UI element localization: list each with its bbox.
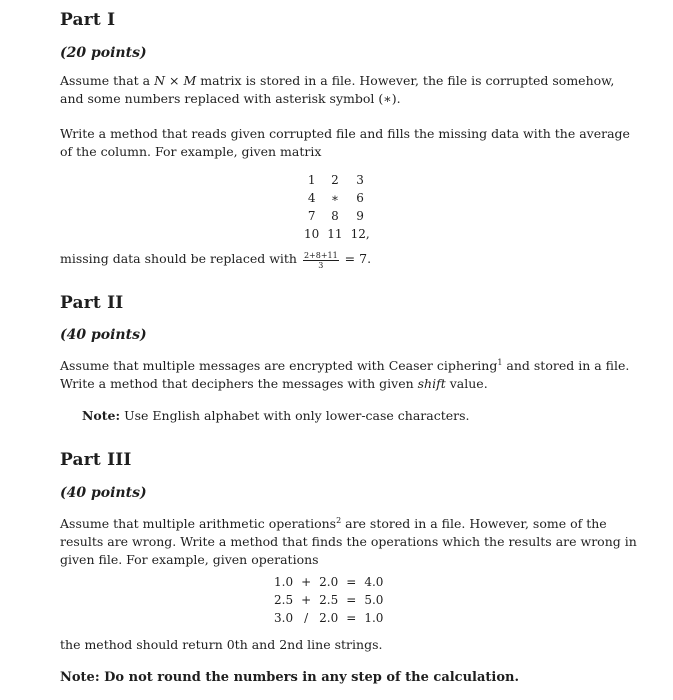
matrix-cell: 7 xyxy=(307,209,316,223)
part1-task xyxy=(60,125,630,161)
operation-cell: 1.0 xyxy=(274,575,294,589)
part2-line2-b: value. xyxy=(445,376,488,392)
part2-note xyxy=(82,408,470,423)
part3-line1-b: are stored in a file. However, some of the xyxy=(341,516,607,532)
part3-line2: results are wrong. Write a method that finds the operations which the results are wrong in xyxy=(60,534,637,550)
matrix-cell: 10 xyxy=(304,227,320,241)
matrix-cell: 11 xyxy=(327,227,343,241)
example-operations xyxy=(270,573,387,627)
operation-cell: 2.0 xyxy=(319,575,339,589)
part2-body xyxy=(60,354,630,393)
example-matrix xyxy=(300,171,374,243)
part1-result-suffix: = 7. xyxy=(340,251,372,266)
part3-line3: given file. For example, given operations xyxy=(60,552,319,568)
operation-cell: = xyxy=(346,593,357,607)
matrix-row xyxy=(300,171,374,189)
matrix-cell: 12, xyxy=(350,227,370,241)
operation-cell: 2.0 xyxy=(319,611,339,625)
part2-line2 xyxy=(60,375,625,393)
fraction-denominator: 3 xyxy=(318,261,324,270)
operation-cell: 2.5 xyxy=(319,593,339,607)
operation-cell: = xyxy=(346,575,357,589)
part1-points: (20 points) xyxy=(60,45,147,61)
part3-body xyxy=(60,512,637,569)
part2-note-text: Use English alphabet with only lower-case characters. xyxy=(120,408,470,423)
part2-points: (40 points) xyxy=(60,327,147,343)
operation-row xyxy=(270,573,387,591)
part3-result: the method should return 0th and 2nd line strings. xyxy=(60,637,383,652)
part2-line1 xyxy=(60,354,630,375)
part3-note: Note: Do not round the numbers in any step of the calculation. xyxy=(60,670,520,685)
operation-row xyxy=(270,609,387,627)
matrix-dimension: N × M xyxy=(154,73,197,88)
part2-title: Part II xyxy=(60,293,124,313)
part1-task-line1: Write a method that reads given corrupted file and fills the missing data with the average xyxy=(60,126,630,141)
footnote-1-marker: 1 xyxy=(497,358,503,367)
average-fraction xyxy=(303,251,339,270)
matrix-cell: 4 xyxy=(307,191,316,205)
part2-line1-a: Assume that multiple messages are encrypted with Ceaser ciphering xyxy=(60,358,498,374)
matrix-cell: ∗ xyxy=(330,191,339,205)
footnote-2-marker: 2 xyxy=(336,516,342,525)
part1-intro-line2: and some numbers replaced with asterisk symbol (∗). xyxy=(60,91,401,106)
operation-cell: 2.5 xyxy=(274,593,294,607)
part1-intro xyxy=(60,72,625,108)
part3-points: (40 points) xyxy=(60,485,147,501)
part1-task-line2: of the column. For example, given matrix xyxy=(60,144,322,159)
part1-result xyxy=(60,250,625,270)
operation-cell: 1.0 xyxy=(364,611,384,625)
operation-cell: 5.0 xyxy=(364,593,384,607)
part2-line1-b: and stored in a file. xyxy=(502,358,630,374)
matrix-cell: 1 xyxy=(307,173,316,187)
matrix-cell: 9 xyxy=(356,209,364,223)
operation-row xyxy=(270,591,387,609)
part3-line1 xyxy=(60,512,625,533)
part1-intro-text-a: Assume that a xyxy=(60,73,155,88)
matrix-cell: 6 xyxy=(356,191,364,205)
operation-cell: + xyxy=(301,593,312,607)
part3-line1-a: Assume that multiple arithmetic operations xyxy=(60,516,337,532)
shift-keyword: shift xyxy=(417,376,446,392)
matrix-row xyxy=(300,225,374,243)
fraction-numerator: 2+8+11 xyxy=(303,251,338,260)
part1-title: Part I xyxy=(60,10,116,30)
part1-intro-text-b: matrix is stored in a file. However, the file is corrupted somehow, xyxy=(196,73,615,88)
operation-cell: 3.0 xyxy=(274,611,294,625)
part2-line2-a: Write a method that deciphers the messages with given xyxy=(60,376,418,392)
operation-cell: 4.0 xyxy=(364,575,384,589)
matrix-row xyxy=(300,189,374,207)
part3-title: Part III xyxy=(60,450,132,470)
matrix-cell: 3 xyxy=(356,173,364,187)
operation-cell: + xyxy=(301,575,312,589)
part2-note-label: Note: xyxy=(82,408,121,423)
matrix-cell: 2 xyxy=(331,173,339,187)
part1-intro-line1 xyxy=(60,72,625,90)
part1-result-prefix: missing data should be replaced with xyxy=(60,251,301,266)
operation-cell: = xyxy=(346,611,357,625)
matrix-cell: 8 xyxy=(331,209,339,223)
matrix-row xyxy=(300,207,374,225)
operation-cell: / xyxy=(304,611,309,625)
